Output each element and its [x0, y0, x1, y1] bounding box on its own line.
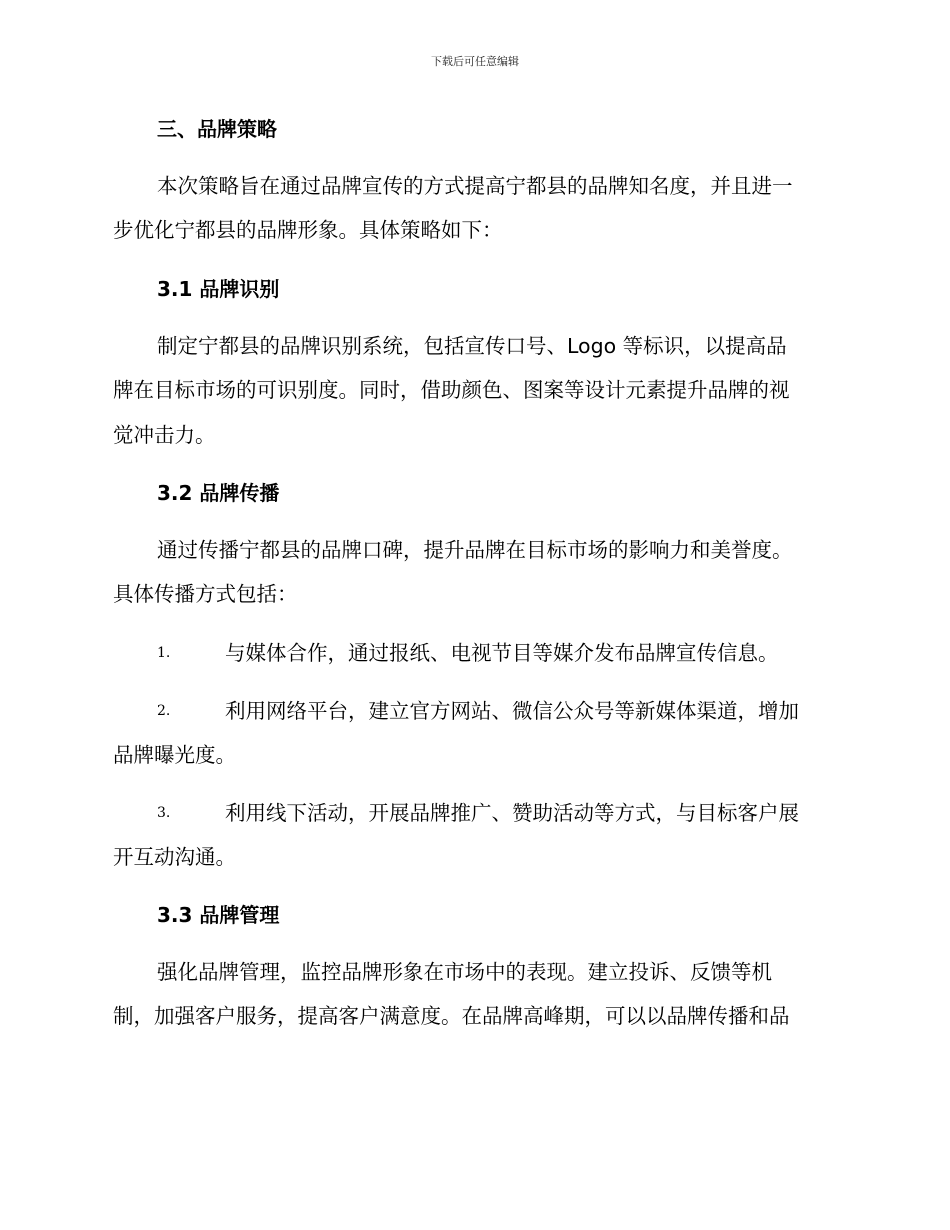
subsection-heading-3-2: 3.2 品牌传播 [157, 481, 280, 505]
paragraph-line: 本次策略旨在通过品牌宣传的方式提高宁都县的品牌知名度，并且进一 [157, 174, 793, 198]
paragraph-line: 通过传播宁都县的品牌口碑，提升品牌在目标市场的影响力和美誉度。 [157, 538, 793, 562]
list-item-number: 1. [157, 645, 171, 661]
paragraph-line: 觉冲击力。 [113, 423, 216, 447]
paragraph-line: 步优化宁都县的品牌形象。具体策略如下： [113, 218, 503, 242]
paragraph-line: 制定宁都县的品牌识别系统，包括宣传口号、Logo 等标识，以提高品 [157, 334, 787, 358]
list-item-number: 2. [157, 703, 171, 719]
paragraph-line: 制，加强客户服务，提高客户满意度。在品牌高峰期，可以以品牌传播和品 [113, 1004, 790, 1028]
list-item-continuation: 开互动沟通。 [113, 845, 236, 869]
subsection-heading-3-1: 3.1 品牌识别 [157, 277, 280, 301]
list-item-number: 3. [157, 805, 171, 821]
list-item-continuation: 品牌曝光度。 [113, 743, 236, 767]
list-item-text: 与媒体合作，通过报纸、电视节目等媒介发布品牌宣传信息。 [225, 641, 779, 665]
section-heading: 三、品牌策略 [157, 117, 277, 141]
subsection-heading-3-3: 3.3 品牌管理 [157, 903, 280, 927]
page-header-note: 下载后可任意编辑 [431, 55, 519, 68]
paragraph-line: 具体传播方式包括： [113, 582, 298, 606]
list-item-text: 利用网络平台，建立官方网站、微信公众号等新媒体渠道，增加 [225, 699, 799, 723]
paragraph-line: 强化品牌管理，监控品牌形象在市场中的表现。建立投诉、反馈等机 [157, 960, 772, 984]
list-item-text: 利用线下活动，开展品牌推广、赞助活动等方式，与目标客户展 [225, 801, 799, 825]
paragraph-line: 牌在目标市场的可识别度。同时，借助颜色、图案等设计元素提升品牌的视 [113, 378, 790, 402]
